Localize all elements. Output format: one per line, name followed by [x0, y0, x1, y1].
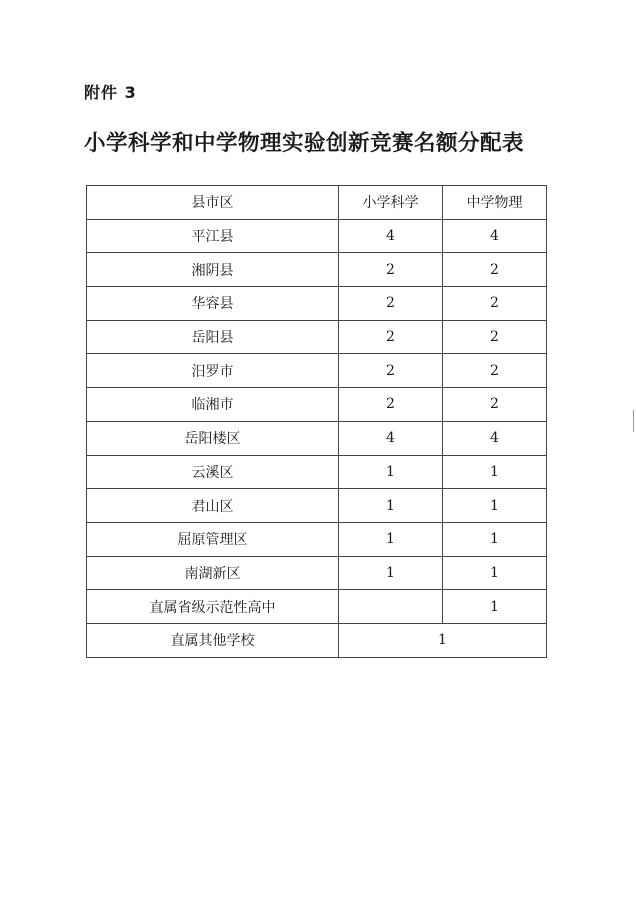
district-cell: 云溪区 — [87, 455, 339, 489]
primary-quota-cell: 4 — [339, 219, 443, 253]
district-cell: 汨罗市 — [87, 354, 339, 388]
table-row — [87, 489, 547, 523]
table-row — [87, 287, 547, 321]
scan-edge-mark — [633, 410, 634, 432]
primary-quota-cell: 2 — [339, 354, 443, 388]
district-cell: 岳阳楼区 — [87, 421, 339, 455]
annex-label: 附件 3 — [84, 83, 137, 102]
district-cell: 岳阳县 — [87, 320, 339, 354]
district-cell: 南湖新区 — [87, 556, 339, 590]
district-cell: 临湘市 — [87, 388, 339, 422]
middle-quota-cell: 1 — [443, 522, 547, 556]
primary-quota-cell: 4 — [339, 421, 443, 455]
header-middle-physics: 中学物理 — [443, 186, 547, 220]
table-row — [87, 421, 547, 455]
primary-quota-cell: 2 — [339, 287, 443, 321]
primary-quota-cell: 1 — [339, 489, 443, 523]
table-row — [87, 455, 547, 489]
table-row — [87, 219, 547, 253]
header-primary-science: 小学科学 — [339, 186, 443, 220]
table-row — [87, 320, 547, 354]
middle-quota-cell: 4 — [443, 421, 547, 455]
middle-quota-cell: 2 — [443, 287, 547, 321]
district-cell: 君山区 — [87, 489, 339, 523]
primary-quota-cell: 2 — [339, 320, 443, 354]
middle-quota-cell: 1 — [443, 455, 547, 489]
quota-table — [86, 185, 547, 658]
table-row — [87, 354, 547, 388]
district-cell: 直属其他学校 — [87, 623, 339, 657]
combined-quota-cell: 1 — [339, 623, 547, 657]
table-row — [87, 590, 547, 624]
district-cell: 直属省级示范性高中 — [87, 590, 339, 624]
primary-quota-cell: 1 — [339, 455, 443, 489]
middle-quota-cell: 2 — [443, 388, 547, 422]
middle-quota-cell: 1 — [443, 590, 547, 624]
district-cell: 平江县 — [87, 219, 339, 253]
table-row — [87, 556, 547, 590]
primary-quota-cell — [339, 590, 443, 624]
district-cell: 屈原管理区 — [87, 522, 339, 556]
document-title: 小学科学和中学物理实验创新竞赛名额分配表 — [84, 131, 525, 156]
table-row — [87, 253, 547, 287]
middle-quota-cell: 1 — [443, 556, 547, 590]
district-cell: 华容县 — [87, 287, 339, 321]
middle-quota-cell: 2 — [443, 354, 547, 388]
header-district: 县市区 — [87, 186, 339, 220]
middle-quota-cell: 4 — [443, 219, 547, 253]
primary-quota-cell: 2 — [339, 253, 443, 287]
middle-quota-cell: 2 — [443, 253, 547, 287]
table-header-row — [87, 186, 547, 220]
table-row — [87, 522, 547, 556]
primary-quota-cell: 1 — [339, 522, 443, 556]
district-cell: 湘阴县 — [87, 253, 339, 287]
table-footer-row — [87, 623, 547, 657]
middle-quota-cell: 2 — [443, 320, 547, 354]
primary-quota-cell: 2 — [339, 388, 443, 422]
primary-quota-cell: 1 — [339, 556, 443, 590]
table-row — [87, 388, 547, 422]
middle-quota-cell: 1 — [443, 489, 547, 523]
